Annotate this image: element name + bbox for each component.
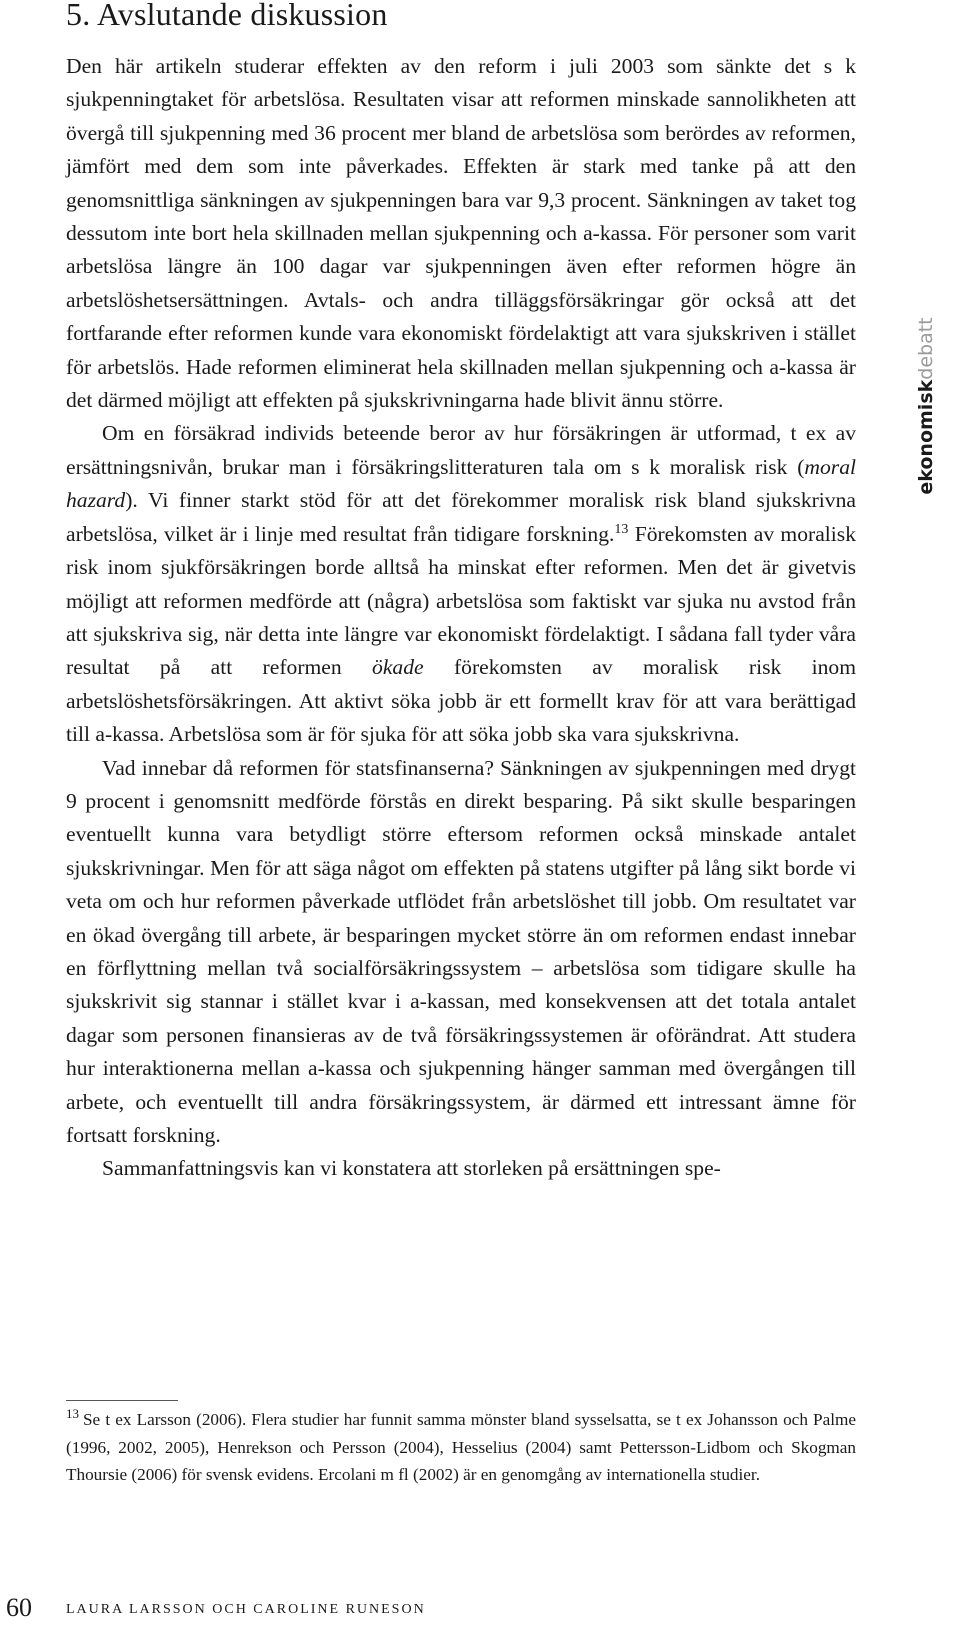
paragraph-2 (66, 417, 856, 751)
paragraph-4: Sammanfattningsvis kan vi konstatera att storleken på ersättningen spe- (102, 1156, 721, 1181)
paragraph-1: Den här artikeln studerar effekten av den reform i juli 2003 som sänkte det s k sjukpenningtaket för arbetslösa. Resultaten visar att reformen minskade sannolikheten att övergå till sjukpenning med 36 procent mer bland de arbetslösa som berördes av reformen, jämfört med dem som inte påverkades. Effekten är stark med tanke på att den genomsnittliga sänkningen av sjukpenningen bara var 9,3 procent. Sänkningen av taket tog dessutom inte bort hela skillnaden mellan sjukpenning och a-kassa. För personer som varit arbetslösa längre än 100 dagar var sjukpenningen även efter reformen högre än arbetslöshetsersättningen. Avtals- och andra tilläggsförsäkringar gör också att det fortfarande efter reformen kunde vara ekonomiskt fördelaktigt att vara sjukskriven i stället för arbetslös. Hade reformen eliminerat hela skillnaden mellan sjukpenning och a-kassa är det därmed möjligt att effekten på sjukskrivningarna hade blivit ännu större. (66, 54, 856, 413)
footnote-divider (66, 1400, 178, 1401)
paragraph-2-text-a: Om en försäkrad individs beteende beror av hur försäkringen är utformad, t ex av ersättningsnivån, brukar man i försäkringslitteraturen tala om s k moralisk risk ( (66, 421, 856, 479)
footnote (66, 1406, 856, 1489)
brand-bold-text: ekonomisk (915, 379, 937, 495)
section-heading: 5. Avslutande diskussion (66, 0, 388, 32)
article-body (66, 50, 856, 1186)
italic-term-okade: ökade (372, 655, 424, 680)
page-number: 60 (6, 1593, 32, 1622)
running-footer-authors: LAURA LARSSON OCH CAROLINE RUNESON (66, 1602, 426, 1617)
paragraph-2-text-d: förekomsten av moralisk risk inom arbetslöshetsförsäkringen. Att aktivt söka jobb är ett formellt krav för att vara berättigad till a-kassa. Arbetslösa som är för sjuka för att söka jobb ska vara sjukskrivna. (66, 655, 856, 747)
italic-term-moral-hazard: moral hazard (66, 454, 856, 513)
footnote-text: Se t ex Larsson (2006). Flera studier har funnit samma mönster bland sysselsatta, se t ex Johansson och Palme (1996, 2002, 2005), Henrekson och Persson (2004), Hesselius (2004) samt Pettersson-Lidbom och Skogman Thoursie (2006) för svensk evidens. Ercolani m fl (2002) är en genomgång av internationella studier. (66, 1410, 856, 1484)
paragraph-3: Vad innebar då reformen för statsfinanserna? Sänkningen av sjukpenningen med drygt 9 procent i genomsnitt medförde förstås en direkt besparing. På sikt skulle besparingen eventuellt kunna vara betydligt större eftersom reformen också minskade antalet sjukskrivningar. Men för att säga något om effekten på statens utgifter på lång sikt borde vi veta om och hur reformen påverkade utflödet från arbetslöshet till jobb. Om resultatet var en ökad övergång till arbete, är besparingen mycket större än om reformen endast innebar en förflyttning mellan två socialförsäkringssystem – arbetslösa som tidigare skulle ha sjukskrivit sig stannar i stället kvar i a-kassan, med konsekvensen att det totala antalet dagar som personen finansieras av de två försäkringssystemen är oförändrat. Att studera hur interaktionerna mellan a-kassa och sjukpenning hänger samman med övergången till arbete, och eventuellt till andra försäkringssystem, är därmed ett intressant ämne för fortsatt forskning. (66, 755, 856, 1147)
paragraph-2-text-b: ). Vi finner starkt stöd för att det förekommer moralisk risk bland sjukskrivna arbetslösa, vilket är i linje med resultat från tidigare forskning. (66, 488, 856, 546)
journal-brand-sidebar (906, 296, 946, 516)
footnote-number: 13 (66, 1406, 79, 1421)
footnote-reference[interactable]: 13 (614, 521, 629, 537)
journal-brand-logo (915, 317, 937, 494)
brand-light-text: debatt (915, 317, 937, 380)
paragraph-2-text-c: Förekomsten av moralisk risk inom sjukförsäkringen borde alltså ha minskat efter reformen. Men det är givetvis möjligt att reformen medförde att (några) arbetslösa som faktiskt var sjuka nu avstod från att sjukskriva sig, när detta inte längre var ekonomiskt fördelaktigt. I sådana fall tyder våra resultat på att reformen (66, 521, 856, 680)
